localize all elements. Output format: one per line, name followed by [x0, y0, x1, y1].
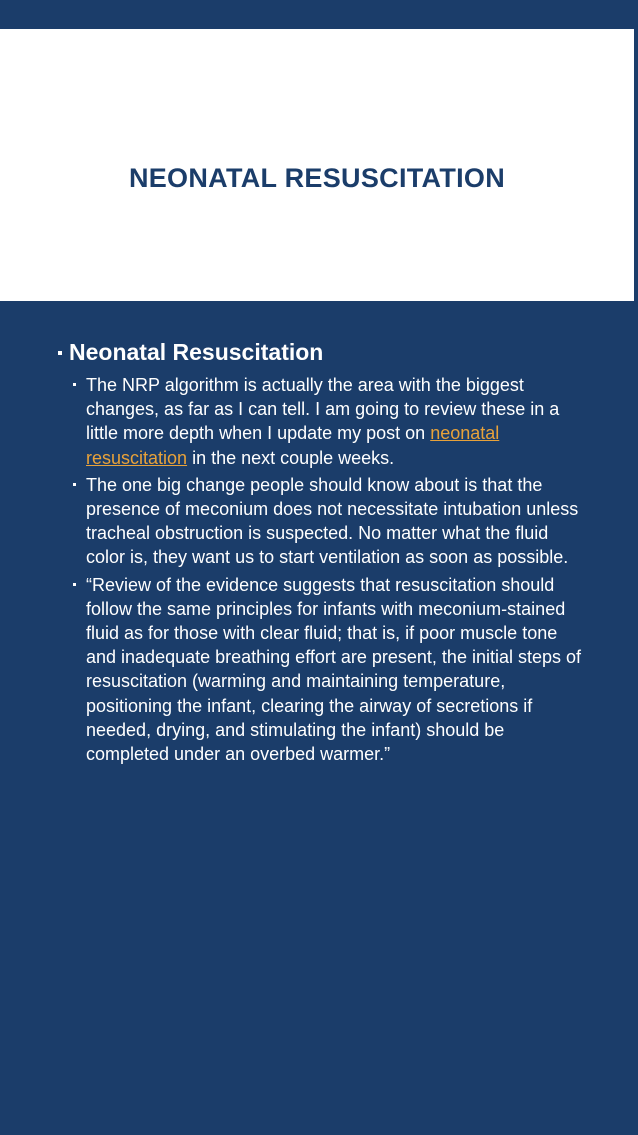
neonatal-resuscitation-link[interactable]: neonatal resuscitation — [86, 423, 500, 468]
sub-bullet-item — [73, 473, 583, 570]
main-bullet-heading: Neonatal Resuscitation — [69, 339, 324, 365]
bullet-square-icon — [73, 383, 76, 386]
sub-bullet-text: The one big change people should know about is that the presence of meconium does not necessitate intubation unless tracheal obstruction is suspected. No matter what the fluid color is, they want us to start ventilation as soon as possible. — [86, 474, 579, 568]
main-bullet — [58, 337, 323, 367]
sub-bullet-list — [73, 373, 583, 769]
right-edge-band — [634, 29, 638, 301]
sub-bullet-text-continued: in the next couple weeks. — [187, 447, 395, 468]
content-panel — [0, 301, 638, 1135]
sub-bullet-text: The NRP algorithm is actually the area with the biggest changes, as far as I can tell. I am going to review these in a little more depth when I update my post on — [86, 375, 560, 444]
sub-bullet-item — [73, 573, 583, 767]
title-area — [0, 29, 634, 301]
top-color-band — [0, 0, 638, 29]
bullet-square-icon — [58, 351, 62, 355]
bullet-square-icon — [73, 583, 76, 586]
slide-title: NEONATAL RESUSCITATION — [128, 163, 506, 193]
bullet-square-icon — [73, 483, 76, 486]
sub-bullet-text: “Review of the evidence suggests that resuscitation should follow the same principles for infants with meconium-stained fluid as for those with clear fluid; that is, if poor muscle tone and inadequate breathing effort are present, the initial steps of resuscitation (warming and maintaining temperature, positioning the infant, clearing the airway of secretions if needed, drying, and stimulating the infant) should be completed under an overbed warmer.” — [86, 574, 582, 765]
sub-bullet-item — [73, 373, 583, 470]
